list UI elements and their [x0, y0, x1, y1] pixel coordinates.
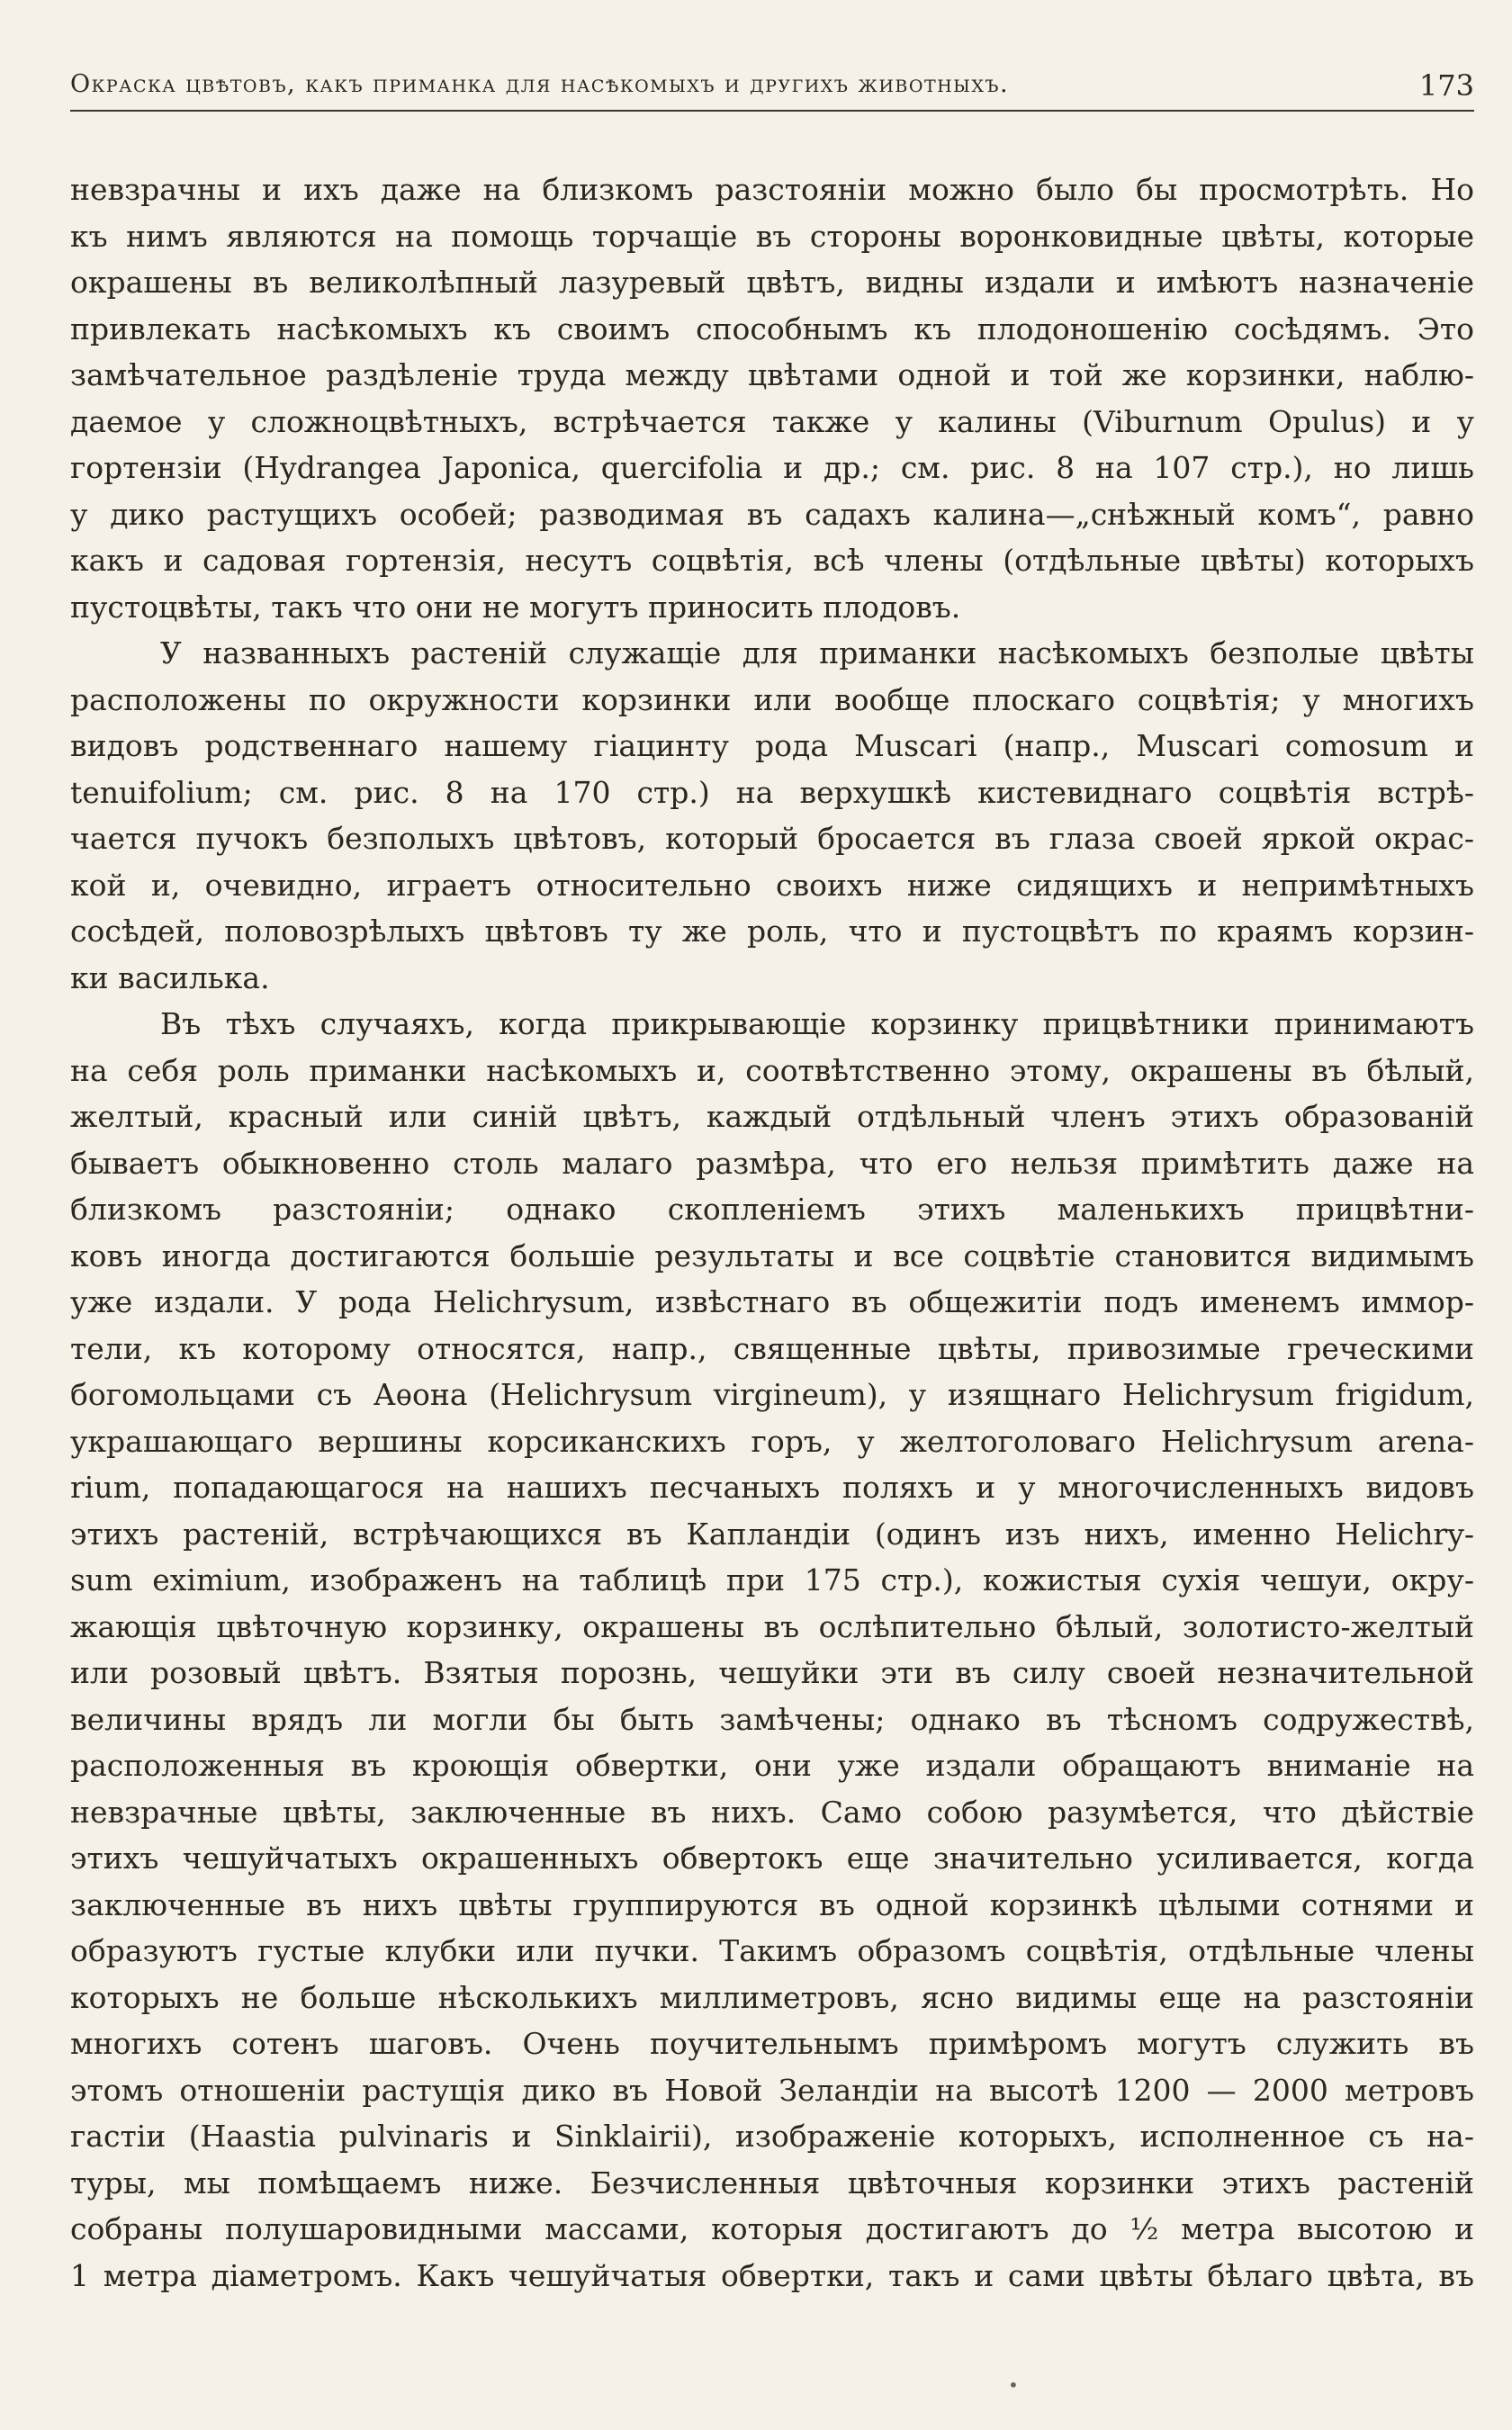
- text-line: украшающаго вершины корсиканскихъ горъ, у желтоголоваго Helichrysum arena-: [70, 1423, 1474, 1459]
- text-line: rium, попадающагося на нашихъ песчаныхъ поляхъ и у многочисленныхъ видовъ: [70, 1470, 1474, 1505]
- page-number: 173: [1418, 68, 1474, 103]
- text-line: заключенные въ нихъ цвѣты группируются въ одной корзинкѣ цѣлыми сотнями и: [70, 1886, 1474, 1922]
- text-line: ковъ иногда достигаются большiе результаты и все соцвѣтiе становится видимымъ: [70, 1238, 1474, 1274]
- text-line: уже издали. У рода Helichrysum, извѣстнаго въ общежитiи подъ именемъ иммор-: [70, 1284, 1474, 1319]
- text-line: многихъ сотенъ шаговъ. Очень поучительнымъ примѣромъ могутъ служить въ: [70, 2026, 1474, 2061]
- text-line: бываетъ обыкновенно столь малаго размѣра, что его нельзя примѣтить даже на: [70, 1145, 1474, 1181]
- text-line: этихъ чешуйчатыхъ окрашенныхъ обвертокъ еще значительно усиливается, когда: [70, 1840, 1474, 1876]
- text-line: 1 метра дiаметромъ. Какъ чешуйчатыя обвертки, такъ и сами цвѣты бѣлаго цвѣта, въ: [70, 2257, 1474, 2293]
- text-line: у дико растущихъ особей; разводимая въ садахъ калина—„снѣжный комъ“, равно: [70, 496, 1474, 532]
- text-line: образуютъ густые клубки или пучки. Такимъ образомъ соцвѣтiя, отдѣльные члены: [70, 1933, 1474, 1968]
- text-line: Въ тѣхъ случаяхъ, когда прикрывающiе корзинку прицвѣтники принимаютъ: [160, 1006, 1474, 1041]
- text-line: къ нимъ являются на помощь торчащiе въ стороны воронковидные цвѣты, которые: [70, 218, 1474, 254]
- text-line: кой и, очевидно, играетъ относительно своихъ ниже сидящихъ и непримѣтныхъ: [70, 867, 1474, 903]
- text-line: этихъ растенiй, встрѣчающихся въ Капландiи (одинъ изъ нихъ, именно Helichry-: [70, 1516, 1474, 1552]
- text-line: тели, къ которому относятся, напр., священные цвѣты, привозимые греческими: [70, 1330, 1474, 1366]
- text-line: которыхъ не больше нѣсколькихъ миллиметровъ, ясно видимы еще на разстоянiи: [70, 1979, 1474, 2015]
- text-line: чается пучокъ безполыхъ цвѣтовъ, который бросается въ глаза своей яркой окрас-: [70, 821, 1474, 856]
- text-line: невзрачны и ихъ даже на близкомъ разстоянiи можно было бы просмотрѣть. Но: [70, 172, 1474, 207]
- text-line: сосѣдей, половозрѣлыхъ цвѣтовъ ту же роль, что и пустоцвѣтъ по краямъ корзин-: [70, 914, 1474, 949]
- text-line: гортензiи (Hydrangea Japonica, quercifolia и др.; см. рис. 8 на 107 стр.), но лишь: [70, 450, 1474, 485]
- running-header: [70, 63, 1474, 112]
- text-line: близкомъ разстоянiи; однако скопленiемъ этихъ маленькихъ прицвѣтни-: [70, 1192, 1474, 1227]
- print-speck: •: [1008, 2374, 1019, 2396]
- text-line: собраны полушаровидными массами, которыя достигаютъ до ½ метра высотою и: [70, 2211, 1474, 2246]
- text-line: расположены по окружности корзинки или вообще плоскаго соцвѣтiя; у многихъ: [70, 681, 1474, 717]
- text-line: ки василька.: [70, 959, 270, 995]
- text-line: на себя роль приманки насѣкомыхъ и, соотвѣтственно этому, окрашены въ бѣлый,: [70, 1052, 1474, 1088]
- text-line: жающiя цвѣточную корзинку, окрашены въ ослѣпительно бѣлый, золотисто-желтый: [70, 1608, 1474, 1644]
- text-line: величины врядъ ли могли бы быть замѣчены; однако въ тѣсномъ содружествѣ,: [70, 1701, 1474, 1737]
- text-line: привлекать насѣкомыхъ къ своимъ способнымъ къ плодоношенiю сосѣдямъ. Это: [70, 310, 1474, 346]
- text-line: окрашены въ великолѣпный лазуревый цвѣтъ, видны издали и имѣютъ назначенiе: [70, 265, 1474, 300]
- body-text: [70, 166, 1474, 2299]
- text-line: невзрачные цвѣты, заключенные въ нихъ. Само собою разумѣется, что дѣйствiе: [70, 1794, 1474, 1830]
- text-line: гастiи (Haastia pulvinaris и Sinklairii), изображенiе которыхъ, исполненное съ на-: [70, 2119, 1474, 2154]
- text-line: tenuifolium; см. рис. 8 на 170 стр.) на верхушкѣ кистевиднаго соцвѣтiя встрѣ-: [70, 774, 1474, 810]
- text-line: этомъ отношенiи растущiя дико въ Новой Зеландiи на высотѣ 1200 — 2000 метровъ: [70, 2072, 1474, 2108]
- text-line: расположенныя въ кроющiя обвертки, они уже издали обращаютъ вниманiе на: [70, 1748, 1474, 1783]
- text-line: sum eximium, изображенъ на таблицѣ при 175 стр.), кожистыя сухiя чешуи, окру-: [70, 1562, 1474, 1598]
- text-line: какъ и садовая гортензiя, несутъ соцвѣтiя, всѣ члены (отдѣльные цвѣты) которыхъ: [70, 543, 1474, 578]
- running-title: Окраска цвѣтовъ, какъ приманка для насѣкомыхъ и другихъ животныхъ.: [70, 70, 1010, 98]
- text-line: замѣчательное раздѣленiе труда между цвѣтами одной и той же корзинки, наблю-: [70, 357, 1474, 392]
- text-line: видовъ родственнаго нашему гiацинту рода Muscari (напр., Muscari comosum и: [70, 728, 1474, 763]
- text-line: желтый, красный или синiй цвѣтъ, каждый отдѣльный членъ этихъ образованiй: [70, 1099, 1474, 1134]
- text-line: пустоцвѣты, такъ что они не могутъ приносить плодовъ.: [70, 589, 961, 625]
- text-line: У названныхъ растенiй служащiе для приманки насѣкомыхъ безполые цвѣты: [160, 635, 1474, 670]
- text-line: богомольцами съ Аѳона (Helichrysum virgineum), у изящнаго Helichrysum frigidum,: [70, 1377, 1474, 1412]
- text-line: даемое у сложноцвѣтныхъ, встрѣчается также у калины (Viburnum Opulus) и у: [70, 403, 1474, 439]
- text-line: или розовый цвѣтъ. Взятыя порознь, чешуйки эти въ силу своей незначительной: [70, 1655, 1474, 1690]
- text-line: туры, мы помѣщаемъ ниже. Безчисленныя цвѣточныя корзинки этихъ растенiй: [70, 2164, 1474, 2200]
